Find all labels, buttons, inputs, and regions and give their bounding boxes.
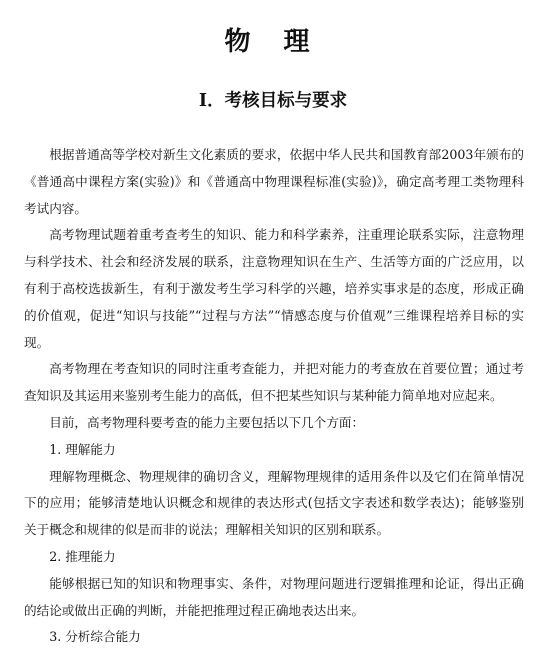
document-title: 物 理: [224, 27, 322, 57]
section-heading: Ⅰ．考核目标与要求: [198, 91, 348, 111]
item-heading-reasoning: 2. 推理能力: [49, 548, 116, 564]
item-text-understanding: 理解物理概念、物理规律的确切含义，理解物理规律的适用条件以及它们在简单情况下的应用；能够清楚地认识概念和规律的表达形式(包括文字表述和数学表达)；能够鉴别关于概念和规律的似是而非的说法；理解相关知识的区别和联系。: [24, 468, 524, 538]
item-heading-understanding: 1. 理解能力: [49, 441, 116, 457]
paragraph-ability: 高考物理在考查知识的同时注重考查能力，并把对能力的考查放在首要位置；通过考查知识及其运用来鉴别考生能力的高低，但不把某些知识与某种能力简单地对应起来。: [24, 361, 524, 404]
paragraph-list-intro: 目前，高考物理科要考查的能力主要包括以下几个方面：: [49, 414, 365, 430]
paragraph-focus: 高考物理试题着重考查考生的知识、能力和科学素养，注重理论联系实际，注意物理与科学技术、社会和经济发展的联系，注意物理知识在生产、生活等方面的广泛应用，以有利于高校选拔新生，有利于激发考生学习科学的兴趣，培养实事求是的态度，形成正确的价值观，促进“知识与技能”“过程与方法”“情感态度与价值观”三维课程培养目标的实现。: [24, 227, 524, 350]
document-body: [24, 142, 524, 651]
paragraph-intro: 根据普通高等学校对新生文化素质的要求，依据中华人民共和国教育部2003年颁布的《普通高中课程方案(实验)》和《普通高中物理课程标准(实验)》，确定高考理工类物理科考试内容。: [24, 147, 524, 216]
item-text-reasoning: 能够根据已知的知识和物理事实、条件，对物理问题进行逻辑推理和论证，得出正确的结论或做出正确的判断，并能把推理过程正确地表达出来。: [24, 575, 524, 618]
item-heading-analysis: 3. 分析综合能力: [49, 629, 141, 645]
